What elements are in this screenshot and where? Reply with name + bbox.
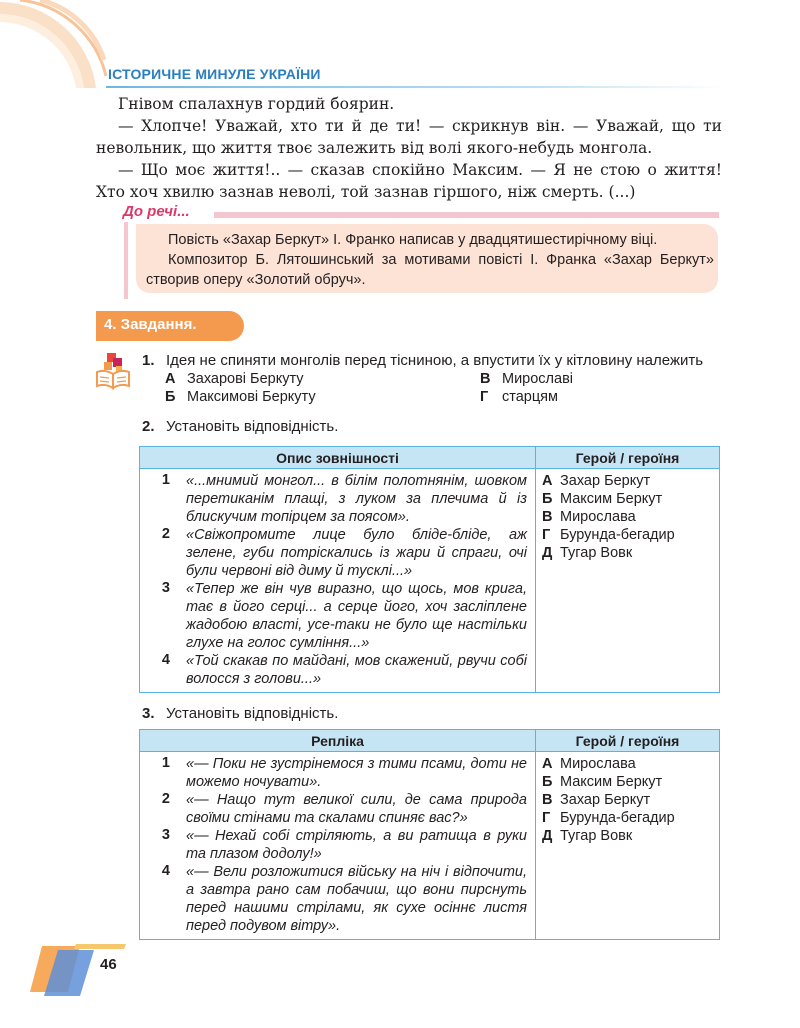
- hero-letter: А: [542, 473, 553, 489]
- hero-letter: Д: [542, 828, 553, 844]
- task2-row-2: [140, 526, 527, 580]
- task1-number: 1.: [142, 352, 155, 369]
- task3-hero-b: [536, 773, 715, 791]
- by-the-way-bar: [214, 212, 719, 218]
- option-letter: В: [480, 371, 491, 387]
- row-number: 1: [161, 755, 170, 771]
- hero-name: Захар Беркут: [560, 792, 651, 808]
- hero-letter: А: [542, 756, 553, 772]
- task2-hero-b: [536, 490, 715, 508]
- hero-name: Максим Беркут: [560, 774, 663, 790]
- task2-hero-d: [536, 544, 715, 562]
- row-number: 2: [161, 791, 170, 807]
- hero-letter: Д: [542, 545, 553, 561]
- task2-table: [139, 446, 720, 693]
- hero-name: Бурунда-бегадир: [560, 810, 675, 826]
- task3-row-1: [140, 755, 527, 791]
- by-the-way-title: До речі...: [123, 203, 190, 220]
- task3-number: 3.: [142, 705, 155, 722]
- hero-name: Тугар Вовк: [560, 545, 633, 561]
- task1-question: Ідея не спиняти монголів перед тісниною, а впустити їх у кітловину належить: [166, 352, 704, 369]
- task2-row-3: [140, 580, 527, 652]
- hero-name: Мирослава: [560, 509, 636, 525]
- task3-hero-v: [536, 791, 715, 809]
- task3-hero-a: [536, 755, 715, 773]
- row-text: «...мнимий монгол... в білім полотнянім, шовком перетиканім плащі, з луком за плечима й із блискучим топірцем за поясом».: [186, 473, 527, 525]
- task2-hero-v: [536, 508, 715, 526]
- row-number: 3: [161, 580, 170, 596]
- section-title: 4. Завдання.: [104, 316, 197, 333]
- row-number: 4: [161, 652, 170, 668]
- hero-letter: Г: [542, 810, 551, 826]
- by-the-way-text: [146, 230, 714, 290]
- task2-instruction: Установіть відповідність.: [166, 418, 339, 435]
- running-head: ІСТОРИЧНЕ МИНУЛЕ УКРАЇНИ: [108, 66, 321, 82]
- task1-option-h[interactable]: [480, 388, 558, 406]
- excerpt-paragraph: — Що моє життя!.. — сказав спокійно Максим. — Я не стою о життя! Хто хоч хвилю зазнав неволі, той зазнав гіршого, ніж смерть. (...): [96, 161, 722, 201]
- option-text: Мирославі: [502, 371, 574, 387]
- option-text: Максимові Беркуту: [187, 389, 316, 405]
- hero-letter: Б: [542, 774, 553, 790]
- task2-row-1: [140, 472, 527, 526]
- task3-row-4: [140, 863, 527, 935]
- option-text: старцям: [502, 389, 558, 405]
- task2-heroes: [536, 469, 720, 693]
- row-number: 4: [161, 863, 170, 879]
- task3-row-2: [140, 791, 527, 827]
- option-text: Захарові Беркуту: [187, 371, 304, 387]
- hero-name: Тугар Вовк: [560, 828, 633, 844]
- option-letter: Г: [480, 389, 489, 405]
- hero-letter: В: [542, 792, 553, 808]
- task-book-icon: [94, 352, 134, 392]
- row-text: «— Поки не зустрінемося з тими псами, доти не можемо ночувати».: [186, 756, 527, 790]
- task2-col-description: Опис зовнішності: [140, 447, 536, 469]
- task3-col-hero: Герой / героїня: [536, 730, 720, 752]
- task3-table: [139, 729, 720, 940]
- row-text: «Той скакав по майдані, мов скажений, рвучи собі волосся з голови...»: [186, 653, 527, 687]
- row-text: «Тепер же він чув виразно, що щось, мов крига, тає в його серці... а серце його, хоч засліплене жадобою власті, усе-таки не було ще настільки глухе на голос сумління...»: [186, 581, 527, 651]
- option-letter: Б: [165, 389, 176, 405]
- hero-letter: Б: [542, 491, 553, 507]
- task3-row-3: [140, 827, 527, 863]
- task2-col-hero: Герой / героїня: [536, 447, 720, 469]
- hero-letter: В: [542, 509, 553, 525]
- row-text: «— Вели розложитися війську на ніч і відпочити, а завтра рано сам побачиш, що вони пирснуть перед нашими стрілами, як сухе осіннє листя перед подувом вітру».: [186, 864, 527, 934]
- excerpt-paragraph: — Хлопче! Уважай, хто ти й де ти! — скрикнув він. — Уважай, що ти невольник, що життя твоє залежить від волі якого-небудь монгола.: [96, 117, 722, 157]
- hero-name: Максим Беркут: [560, 491, 663, 507]
- task3-heroes: [536, 752, 720, 940]
- header-rule: [106, 86, 726, 88]
- task3-hero-d: [536, 827, 715, 845]
- row-number: 2: [161, 526, 170, 542]
- row-number: 1: [161, 472, 170, 488]
- hero-name: Захар Беркут: [560, 473, 651, 489]
- task2-hero-a: [536, 472, 715, 490]
- task1-option-b[interactable]: [165, 388, 316, 406]
- task1-option-v[interactable]: [480, 370, 573, 388]
- hero-name: Бурунда-бегадир: [560, 527, 675, 543]
- task2-hero-h: [536, 526, 715, 544]
- hero-name: Мирослава: [560, 756, 636, 772]
- row-number: 3: [161, 827, 170, 843]
- row-text: «Свіжопромите лице було бліде-бліде, аж зелене, губи потріскались із жари й спраги, очі були червоні від диму й тусклі...»: [186, 527, 527, 579]
- row-text: «— Нащо тут великої сили, де сама природа своїми стінами та скалами спиняє вас?»: [186, 792, 527, 826]
- row-text: «— Нехай собі стріляють, а ви ратища в руки та плазом додолу!»: [186, 828, 527, 862]
- by-the-way-paragraph: Композитор Б. Лятошинський за мотивами повісті І. Франка «Захар Беркут» створив оперу «Золотий обруч».: [146, 252, 714, 288]
- task2-number: 2.: [142, 418, 155, 435]
- task2-row-4: [140, 652, 527, 688]
- by-the-way-paragraph: Повість «Захар Беркут» І. Франко написав у двадцятишестирічному віці.: [168, 232, 658, 248]
- by-the-way-side-bar: [124, 222, 128, 299]
- excerpt-paragraph: Гнівом спалахнув гордий боярин.: [118, 95, 395, 113]
- task2-descriptions: [140, 469, 536, 693]
- task3-hero-h: [536, 809, 715, 827]
- task3-col-replica: Репліка: [140, 730, 536, 752]
- task3-replicas: [140, 752, 536, 940]
- task3-instruction: Установіть відповідність.: [166, 705, 339, 722]
- page-number: 46: [100, 956, 117, 973]
- option-letter: А: [165, 371, 176, 387]
- task1-option-a[interactable]: [165, 370, 304, 388]
- hero-letter: Г: [542, 527, 551, 543]
- story-excerpt: [96, 93, 722, 203]
